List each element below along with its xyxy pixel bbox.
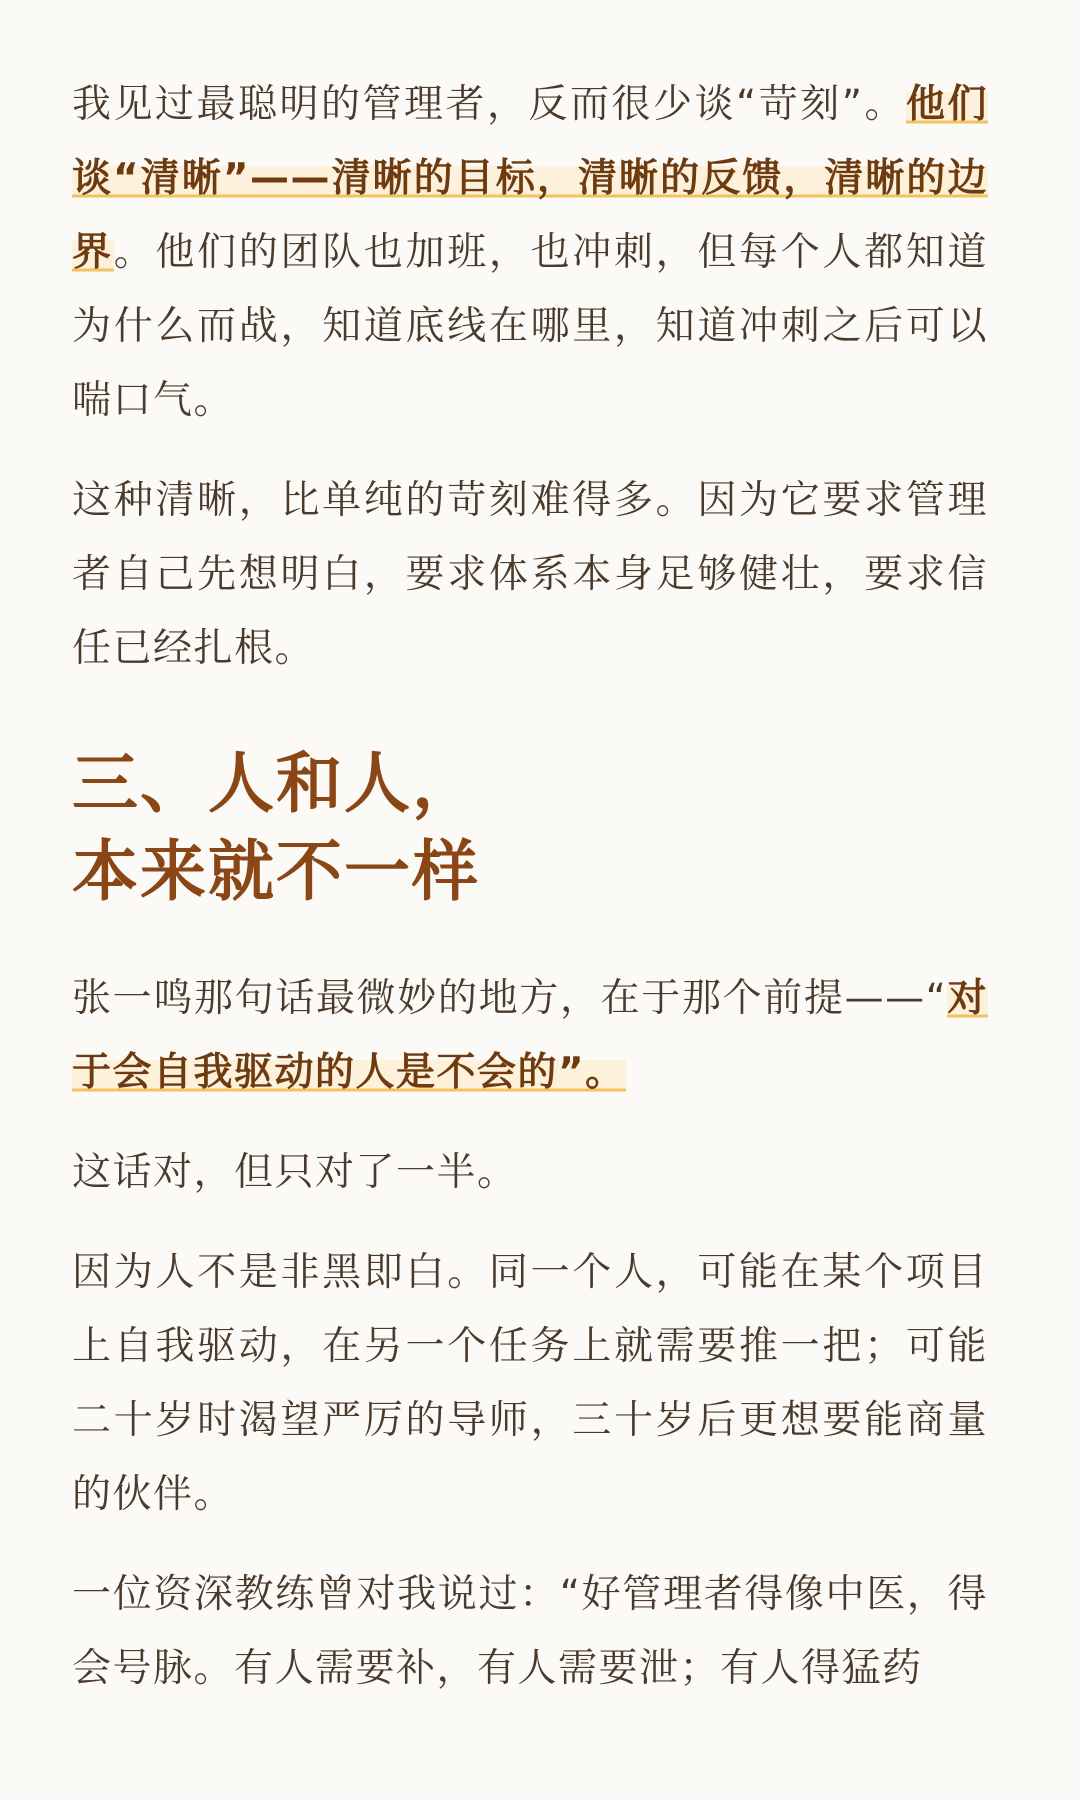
highlighted-quote: 他们谈“清晰”——清晰的目标，清晰的反馈，清晰的边界 [72,82,988,275]
paragraph-text: 我见过最聪明的管理者，反而很少谈“苛刻”。 [72,82,906,127]
paragraph-text: 。他们的团队也加班，也冲刺，但每个人都知道为什么而战，知道底线在哪里，知道冲刺之后可以喘口气。 [72,230,988,423]
paragraph-half-right: 这话对，但只对了一半。 [72,1150,518,1195]
paragraph-not-black-white: 因为人不是非黑即白。同一个人，可能在某个项目上自我驱动，在另一个任务上就需要推一把；可能二十岁时渴望严厉的导师，三十岁后更想要能商量的伙伴。 [72,1250,988,1517]
section-heading-line: 三、人和人， [72,745,480,822]
paragraph-premise [72,962,988,1110]
section-heading-line: 本来就不一样 [72,833,480,910]
section-heading [72,740,988,916]
paragraph-text: 张一鸣那句话最微妙的地方，在于那个前提——“ [72,976,948,1021]
highlighted-quote: 对于会自我驱动的人是不会的”。 [72,976,988,1095]
paragraph-coach-quote: 一位资深教练曾对我说过：“好管理者得像中医，得会号脉。有人需要补，有人需要泄；有人得猛药 [72,1572,988,1691]
paragraph-clear-managers [72,68,988,438]
paragraph-clarity: 这种清晰，比单纯的苛刻难得多。因为它要求管理者自己先想明白，要求体系本身足够健壮，要求信任已经扎根。 [72,478,988,671]
